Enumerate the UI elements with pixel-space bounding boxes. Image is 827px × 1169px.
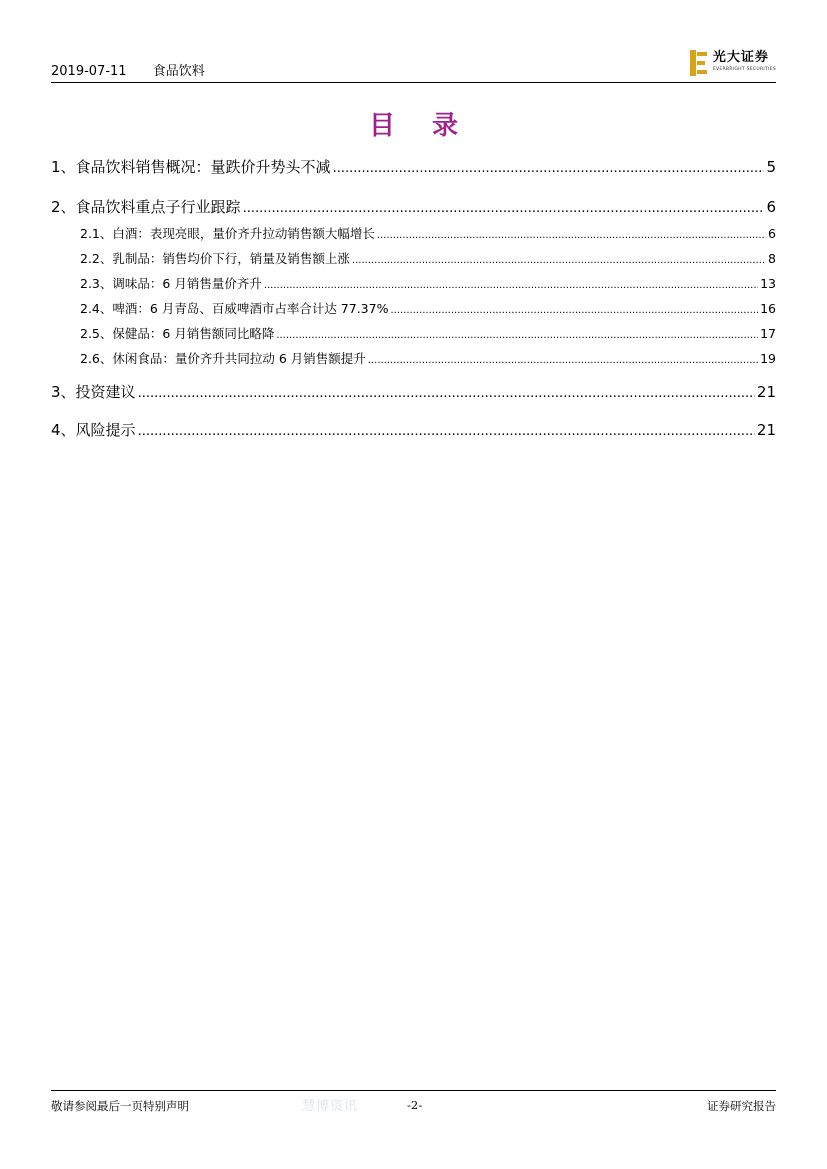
report-type: 证券研究报告 [707,1099,776,1113]
toc-entry-number: 2.3、 [80,276,113,291]
toc-subentry[interactable] [51,274,776,292]
toc-entry-number: 2.1、 [80,226,113,241]
toc-entry-text: 休闲食品：量价齐升共同拉动 6 月销售额提升 [112,351,366,366]
everbright-logo-icon [690,50,709,76]
toc-subentry[interactable] [51,299,776,317]
toc-entry-page: 6 [768,226,776,241]
toc-entry-text: 白酒：表现亮眼，量价齐升拉动销售额大幅增长 [112,226,375,241]
toc-entry-text: 食品饮料销售概况：量跌价升势头不减 [75,158,331,176]
toc-leader-dots [138,383,755,401]
toc-subentry[interactable] [51,324,776,342]
toc-entry-page: 21 [756,383,776,401]
toc-leader-dots [276,326,758,341]
page-footer [51,1090,776,1115]
toc-entry-page: 8 [768,251,776,266]
toc-entry-text: 投资建议 [75,383,136,401]
toc-leader-dots [377,226,766,241]
toc-entry-text: 保健品：6 月销售额同比略降 [112,326,275,341]
toc-subentry[interactable] [51,349,776,367]
toc-entry-text: 风险提示 [75,421,136,439]
logo-cn-text: 光大证券 [712,50,769,65]
toc-entry-page: 21 [756,421,776,439]
toc-entry-number: 2.4、 [80,301,113,316]
report-date: 2019-07-11 [51,64,127,79]
toc-entry-number: 2、 [51,198,76,216]
toc-entry[interactable] [51,156,776,177]
toc-entry[interactable] [51,419,776,440]
toc-leader-dots [264,276,758,291]
disclaimer-note: 敬请参阅最后一页特别声明 [51,1099,189,1113]
toc-subentry[interactable] [51,249,776,267]
toc-entry-page: 5 [766,158,776,176]
page-header [51,50,776,83]
toc-entry-page: 19 [760,351,776,366]
industry-label: 食品饮料 [152,64,205,79]
toc-leader-dots [138,421,755,439]
toc-title: 目 录 [368,111,473,141]
everbright-logo [690,50,776,76]
toc-entry-number: 3、 [51,383,76,401]
watermark: 慧博资讯 [302,1099,359,1114]
toc-leader-dots [390,301,758,316]
toc-entry-number: 1、 [51,158,76,176]
toc-entry[interactable] [51,196,776,217]
toc-leader-dots [243,198,765,216]
toc-entry-number: 2.6、 [80,351,113,366]
toc-entry-text: 调味品：6 月销售量价齐升 [112,276,262,291]
toc-entry-page: 16 [760,301,776,316]
toc-entry-page: 13 [760,276,776,291]
toc-entry-number: 2.2、 [80,251,113,266]
toc-entry[interactable] [51,381,776,402]
toc-entry-text: 啤酒：6 月青岛、百威啤酒市占率合计达 77.37% [112,301,389,316]
toc-entry-text: 食品饮料重点子行业跟踪 [75,198,241,216]
header-meta [51,60,227,79]
toc-entry-text: 乳制品：销售均价下行，销量及销售额上涨 [112,251,350,266]
toc-entry-number: 4、 [51,421,76,439]
toc-leader-dots [368,351,758,366]
toc-entry-page: 17 [760,326,776,341]
logo-en-text: EVERBRIGHT SECURITIES [712,67,776,72]
toc-leader-dots [333,158,765,176]
page-number: -2- [407,1098,423,1112]
toc-leader-dots [352,251,766,266]
toc-entry-page: 6 [766,198,776,216]
toc-entry-number: 2.5、 [80,326,113,341]
toc-subentry[interactable] [51,224,776,242]
